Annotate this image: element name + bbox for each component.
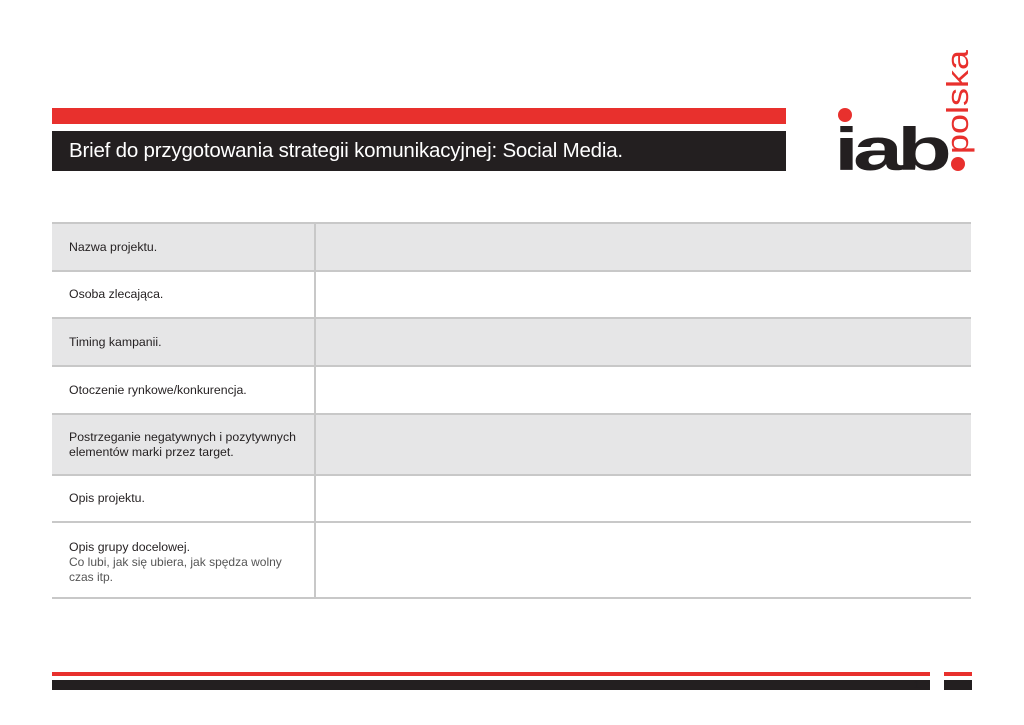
table-row bbox=[52, 476, 971, 523]
footer-dark-bar-right bbox=[944, 680, 972, 690]
footer-dark-bar bbox=[52, 680, 930, 690]
row-label-cell bbox=[52, 523, 316, 597]
table-row bbox=[52, 224, 971, 272]
table-row bbox=[52, 367, 971, 415]
row-value-cell[interactable] bbox=[316, 415, 971, 474]
table-row bbox=[52, 523, 971, 599]
row-label: Osoba zlecająca. bbox=[69, 287, 164, 301]
footer-red-line bbox=[52, 672, 930, 676]
row-label: Timing kampanii. bbox=[69, 334, 162, 349]
row-hint: Co lubi, jak się ubiera, jak spędza wolny czas itp. bbox=[69, 555, 282, 584]
row-label: Postrzeganie negatywnych i pozytywnych elementów marki przez target. bbox=[69, 429, 296, 459]
row-value-cell[interactable] bbox=[316, 367, 971, 413]
header-red-bar bbox=[52, 108, 786, 124]
row-label: Otoczenie rynkowe/konkurencja. bbox=[69, 382, 247, 397]
page-title: Brief do przygotowania strategii komunikacyjnej: Social Media. bbox=[69, 139, 623, 162]
table-row bbox=[52, 272, 971, 319]
row-value-cell[interactable] bbox=[316, 476, 971, 521]
logo-red-dot bbox=[951, 157, 965, 171]
header-title-bar bbox=[52, 131, 786, 171]
table-row bbox=[52, 415, 971, 476]
row-label-cell bbox=[52, 224, 316, 270]
row-label: Nazwa projektu. bbox=[69, 239, 158, 254]
row-value-cell[interactable] bbox=[316, 319, 971, 365]
row-label-cell bbox=[52, 476, 316, 521]
iab-polska-logo bbox=[834, 44, 984, 180]
page-number: 1. bbox=[914, 680, 923, 691]
row-label-cell bbox=[52, 319, 316, 365]
row-value-cell[interactable] bbox=[316, 224, 971, 270]
row-label-cell bbox=[52, 415, 316, 474]
row-label-cell bbox=[52, 272, 316, 317]
row-label: Opis grupy docelowej. bbox=[69, 540, 190, 554]
row-label-cell bbox=[52, 367, 316, 413]
logo-main-text: iab bbox=[834, 116, 950, 180]
row-value-cell[interactable] bbox=[316, 272, 971, 317]
logo-sub-text: polska bbox=[940, 64, 975, 154]
brief-table bbox=[52, 222, 971, 599]
row-label: Opis projektu. bbox=[69, 491, 145, 505]
table-row bbox=[52, 319, 971, 367]
footer-red-line-right bbox=[944, 672, 972, 676]
row-value-cell[interactable] bbox=[316, 523, 971, 597]
